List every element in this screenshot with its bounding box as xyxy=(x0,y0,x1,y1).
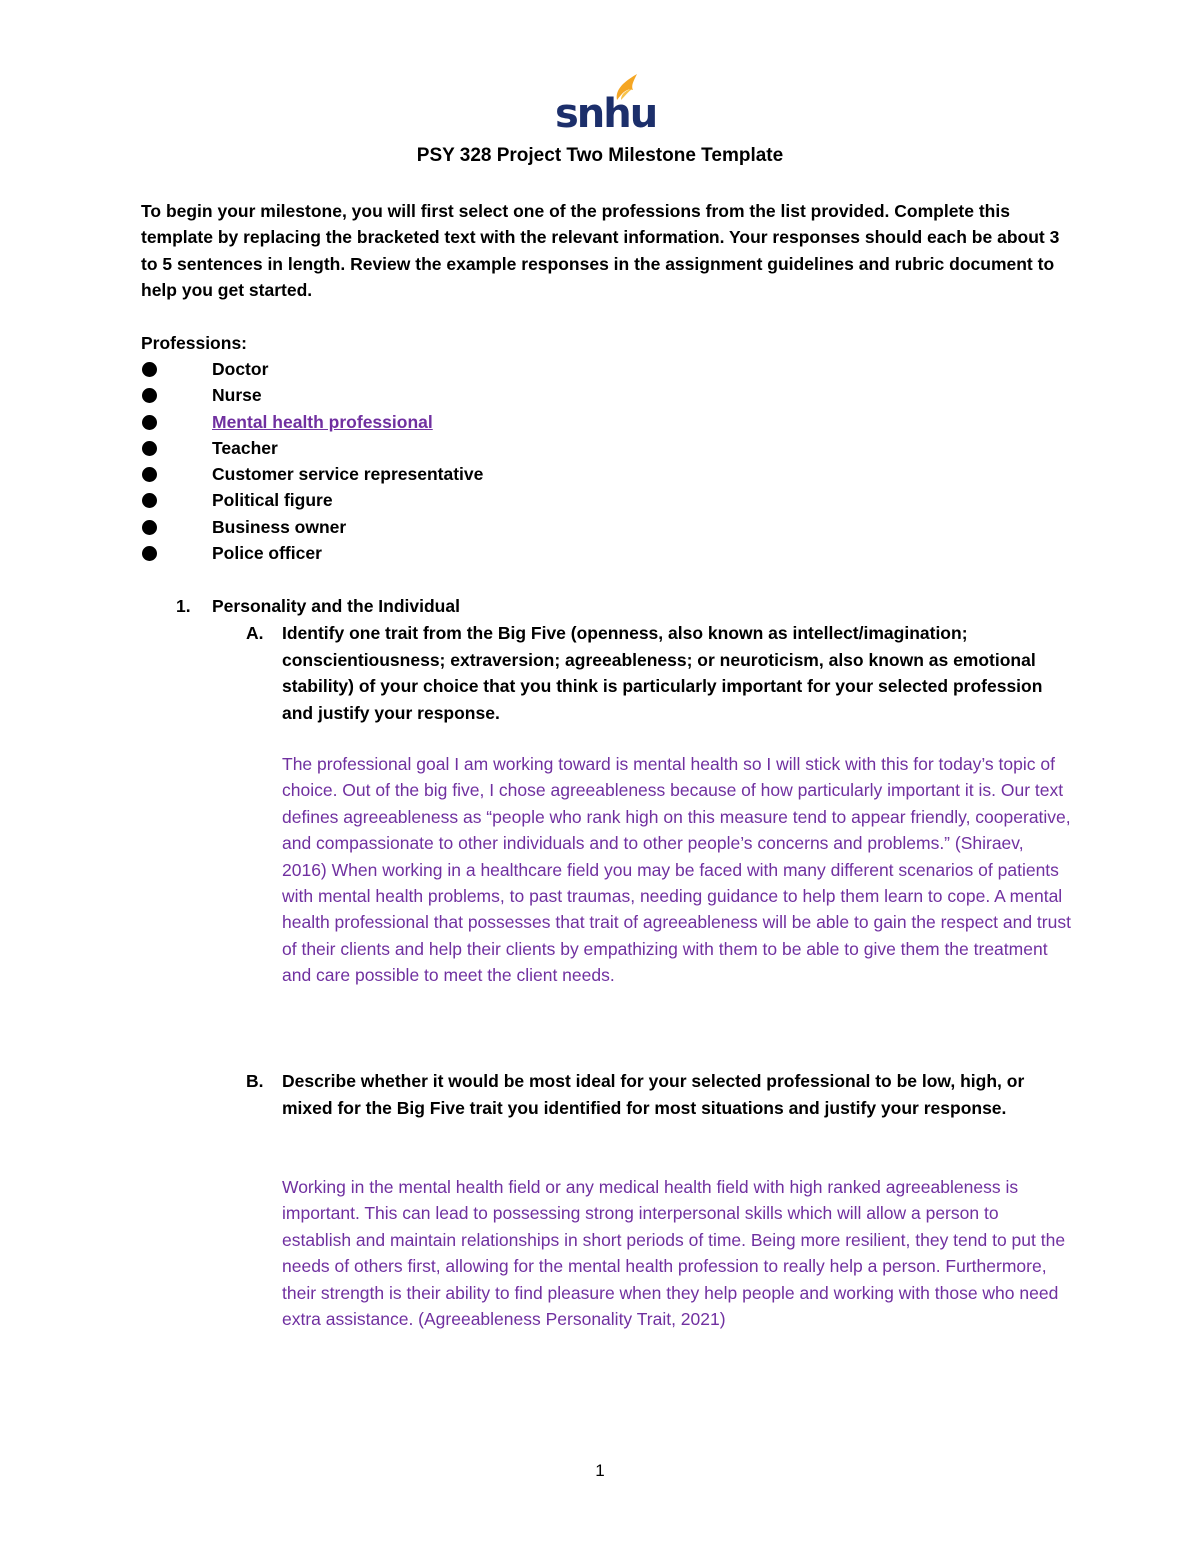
document-title: PSY 328 Project Two Milestone Template xyxy=(416,145,784,166)
bullet-icon xyxy=(142,415,157,430)
bullet-icon xyxy=(142,546,157,561)
professions-list xyxy=(141,356,483,566)
bullet-icon xyxy=(142,441,157,456)
answer-b: Working in the mental health field or any medical health field with high ranked agreeableness is important. This can lead to possessing strong interpersonal skills which will allow a person to establish and maintain relationships in short periods of time. Being more resilient, they tend to put the needs of others first, allowing for the mental health profession to really help a person. Furthermore, their strength is their ability to find pleasure when they help people and working with those who need extra assistance. (Agreeableness Personality Trait, 2021) xyxy=(282,1177,1066,1330)
intro-paragraph: To begin your milestone, you will first select one of the professions from the list provided. Complete this template by replacing the bracketed text with the relevant information. Your responses should each be about 3 to 5 sentences in length. Review the example responses in the assignment guidelines and rubric document to help you get started. xyxy=(141,201,1060,300)
answer-a: The professional goal I am working toward is mental health so I will stick with this for today’s topic of choice. Out of the big five, I chose agreeableness because of how particularly important it is. Our text defines agreeableness as “people who rank high on this measure tend to appear friendly, cooperative, and compassionate to other individuals and to other people’s concerns and problems.” (Shiraev, 2016) When working in a healthcare field you may be faced with many different scenarios of patients with mental health problems, to past traumas, needing guidance to help them learn to cope. A mental health professional that possesses that trait of agreeableness will be able to gain the respect and trust of their clients and help their clients by empathizing with them to be able to give them the treatment and care possible to meet the client needs. xyxy=(282,754,1071,986)
page-number: 1 xyxy=(595,1461,605,1480)
question-letter: B. xyxy=(246,1071,264,1091)
list-item: Political figure xyxy=(141,487,483,513)
list-item-selected xyxy=(141,409,483,435)
professions-heading: Professions: xyxy=(141,333,247,353)
section-title: Personality and the Individual xyxy=(212,596,460,616)
section-heading xyxy=(176,593,460,619)
snhu-logo xyxy=(555,72,657,137)
question-prompt: Describe whether it would be most ideal for your selected professional to be low, high, or mixed for the Big Five trait you identified for most situations and justify your response. xyxy=(282,1071,1025,1118)
selected-profession: Mental health professional xyxy=(212,411,433,432)
bullet-icon xyxy=(142,520,157,535)
question-b xyxy=(246,1068,1066,1121)
list-item: Teacher xyxy=(141,435,483,461)
question-letter: A. xyxy=(246,623,264,643)
list-item: Nurse xyxy=(141,382,483,408)
bullet-icon xyxy=(142,388,157,403)
list-item: Doctor xyxy=(141,356,483,382)
section-number: 1. xyxy=(176,596,191,616)
question-prompt: Identify one trait from the Big Five (openness, also known as intellect/imagination; conscientiousness; extraversion; agreeableness; or neuroticism, also known as emotional stability) of your choice that you think is particularly important for your selected profession and justify your response. xyxy=(282,623,1043,723)
question-a xyxy=(246,620,1066,726)
list-item: Police officer xyxy=(141,540,483,566)
bullet-icon xyxy=(142,493,157,508)
logo-wordmark: snhu xyxy=(555,91,657,137)
list-item: Business owner xyxy=(141,514,483,540)
list-item: Customer service representative xyxy=(141,461,483,487)
bullet-icon xyxy=(142,467,157,482)
bullet-icon xyxy=(142,362,157,377)
